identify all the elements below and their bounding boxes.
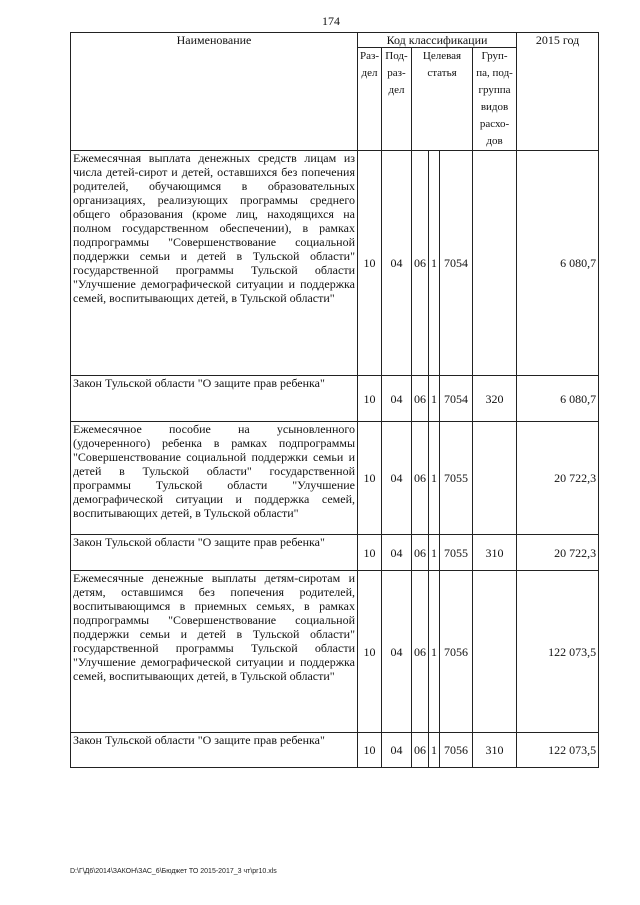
row-name: Ежемесячное пособие на усыновленного (удочеренного) ребенка в рамках подпрограммы "Совершенствование социальной поддержки семьи и детей в Тульской области" государственной программы Тульской области "Улучшение демографической ситуации и поддержка семей, воспитывающих детей, в Тульской области"	[71, 422, 358, 535]
row-amount: 122 073,5	[517, 733, 599, 768]
row-target-code: 7056	[440, 733, 473, 768]
row-subsection: 04	[382, 535, 412, 571]
row-group	[473, 422, 517, 535]
row-target-subprogram: 1	[429, 422, 440, 535]
file-path-footer: D:\Г\Д6\2014\ЗАКОН\ЗАС_6\Бюджет ТО 2015-2017_3 чт\pr10.xls	[70, 868, 277, 875]
row-target-code: 7055	[440, 535, 473, 571]
table-row	[71, 571, 599, 733]
header-target: Целевая статья	[412, 48, 473, 151]
row-subsection: 04	[382, 733, 412, 768]
table-row	[71, 535, 599, 571]
row-target-program: 06	[412, 571, 429, 733]
row-target-program: 06	[412, 733, 429, 768]
row-group: 310	[473, 535, 517, 571]
row-target-code: 7054	[440, 151, 473, 376]
header-section: Раз-дел	[358, 48, 382, 151]
row-name: Ежемесячная выплата денежных средств лицам из числа детей-сирот и детей, оставшихся без попечения родителей, обучающимся в образовательных организациях, реализующих программы среднего общего образования (кроме лиц, находящихся на полном государственном обеспечении), в рамках подпрограммы "Совершенствование социальной поддержки семьи и детей в Тульской области" государственной программы Тульской области "Улучшение демографической ситуации и поддержка семей, воспитывающих детей, в Тульской области"	[71, 151, 358, 376]
row-target-subprogram: 1	[429, 535, 440, 571]
header-subsection: Под-раз-дел	[382, 48, 412, 151]
row-target-code: 7054	[440, 376, 473, 422]
row-name: Закон Тульской области "О защите прав ребенка"	[71, 376, 358, 422]
table-row	[71, 376, 599, 422]
row-target-subprogram: 1	[429, 571, 440, 733]
row-target-subprogram: 1	[429, 376, 440, 422]
row-section: 10	[358, 571, 382, 733]
table-row	[71, 733, 599, 768]
row-section: 10	[358, 422, 382, 535]
row-target-code: 7056	[440, 571, 473, 733]
page-number: 174	[322, 14, 340, 28]
row-name: Ежемесячные денежные выплаты детям-сиротам и детям, оставшимся без попечения родителей, воспитывающимся в приемных семьях, в рамках подпрограммы "Совершенствование социальной поддержки семьи и детей в Тульской области" государственной программы Тульской области "Улучшение демографической ситуации и поддержка семей, воспитывающих детей, в Тульской области"	[71, 571, 358, 733]
row-group: 320	[473, 376, 517, 422]
row-section: 10	[358, 535, 382, 571]
header-code-group: Код классификации	[358, 33, 517, 48]
row-name: Закон Тульской области "О защите прав ребенка"	[71, 733, 358, 768]
header-group: Груп-па, под-группа видов расхо-дов	[473, 48, 517, 151]
header-name: Наименование	[71, 33, 358, 151]
row-section: 10	[358, 151, 382, 376]
row-target-program: 06	[412, 535, 429, 571]
row-amount: 6 080,7	[517, 151, 599, 376]
row-subsection: 04	[382, 571, 412, 733]
header-year: 2015 год	[517, 33, 599, 151]
row-subsection: 04	[382, 151, 412, 376]
row-subsection: 04	[382, 376, 412, 422]
row-group	[473, 571, 517, 733]
budget-table	[70, 32, 599, 768]
row-target-subprogram: 1	[429, 151, 440, 376]
row-section: 10	[358, 733, 382, 768]
header-row-1	[71, 33, 599, 48]
row-name: Закон Тульской области "О защите прав ребенка"	[71, 535, 358, 571]
row-amount: 20 722,3	[517, 422, 599, 535]
row-group: 310	[473, 733, 517, 768]
row-amount: 6 080,7	[517, 376, 599, 422]
row-group	[473, 151, 517, 376]
row-target-program: 06	[412, 151, 429, 376]
row-target-program: 06	[412, 376, 429, 422]
row-target-program: 06	[412, 422, 429, 535]
table-row	[71, 422, 599, 535]
row-amount: 122 073,5	[517, 571, 599, 733]
row-amount: 20 722,3	[517, 535, 599, 571]
row-subsection: 04	[382, 422, 412, 535]
table-row	[71, 151, 599, 376]
row-target-code: 7055	[440, 422, 473, 535]
row-target-subprogram: 1	[429, 733, 440, 768]
row-section: 10	[358, 376, 382, 422]
